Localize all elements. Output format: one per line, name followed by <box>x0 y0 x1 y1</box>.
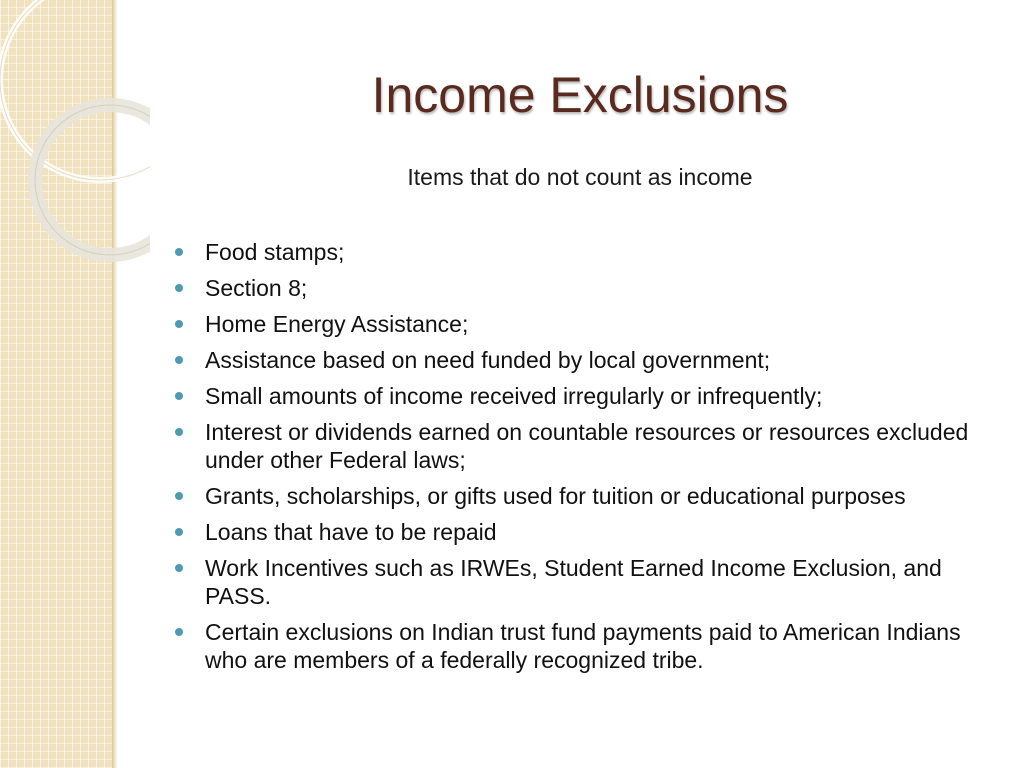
bullet-dot-icon <box>175 492 183 500</box>
list-item <box>172 418 992 474</box>
bullet-dot-icon <box>175 428 183 436</box>
bullet-dot-icon <box>175 564 183 572</box>
list-item-text: Small amounts of income received irregularly or infrequently; <box>205 383 823 409</box>
list-item-text: Work Incentives such as IRWEs, Student Earned Income Exclusion, and PASS. <box>205 555 942 609</box>
list-item-text: Home Energy Assistance; <box>205 311 469 337</box>
slide-title: Income Exclusions <box>371 67 789 123</box>
bullet-dot-icon <box>175 248 183 256</box>
bullet-dot-icon <box>175 528 183 536</box>
list-item <box>172 554 992 610</box>
list-item-text: Grants, scholarships, or gifts used for tuition or educational purposes <box>205 483 906 509</box>
list-item <box>172 346 992 374</box>
list-item <box>172 618 992 674</box>
bullet-dot-icon <box>175 392 183 400</box>
list-item <box>172 310 992 338</box>
list-item-text: Certain exclusions on Indian trust fund payments paid to American Indians who are members of a federally recognized tribe. <box>205 619 961 673</box>
bullet-dot-icon <box>175 320 183 328</box>
list-item-text: Section 8; <box>205 275 308 301</box>
bullet-dot-icon <box>175 284 183 292</box>
slide-subtitle: Items that do not count as income <box>407 164 753 190</box>
list-item <box>172 482 992 510</box>
list-item-text: Interest or dividends earned on countable resources or resources excluded under other Federal laws; <box>205 419 969 473</box>
list-item-text: Food stamps; <box>205 239 345 265</box>
list-item <box>172 238 992 266</box>
list-item <box>172 382 992 410</box>
list-item-text: Assistance based on need funded by local government; <box>205 347 771 373</box>
bullet-list <box>172 238 992 682</box>
list-item-text: Loans that have to be repaid <box>205 519 497 545</box>
decorative-rings <box>0 0 150 300</box>
list-item <box>172 518 992 546</box>
list-item <box>172 274 992 302</box>
bullet-dot-icon <box>175 356 183 364</box>
bullet-dot-icon <box>175 628 183 636</box>
